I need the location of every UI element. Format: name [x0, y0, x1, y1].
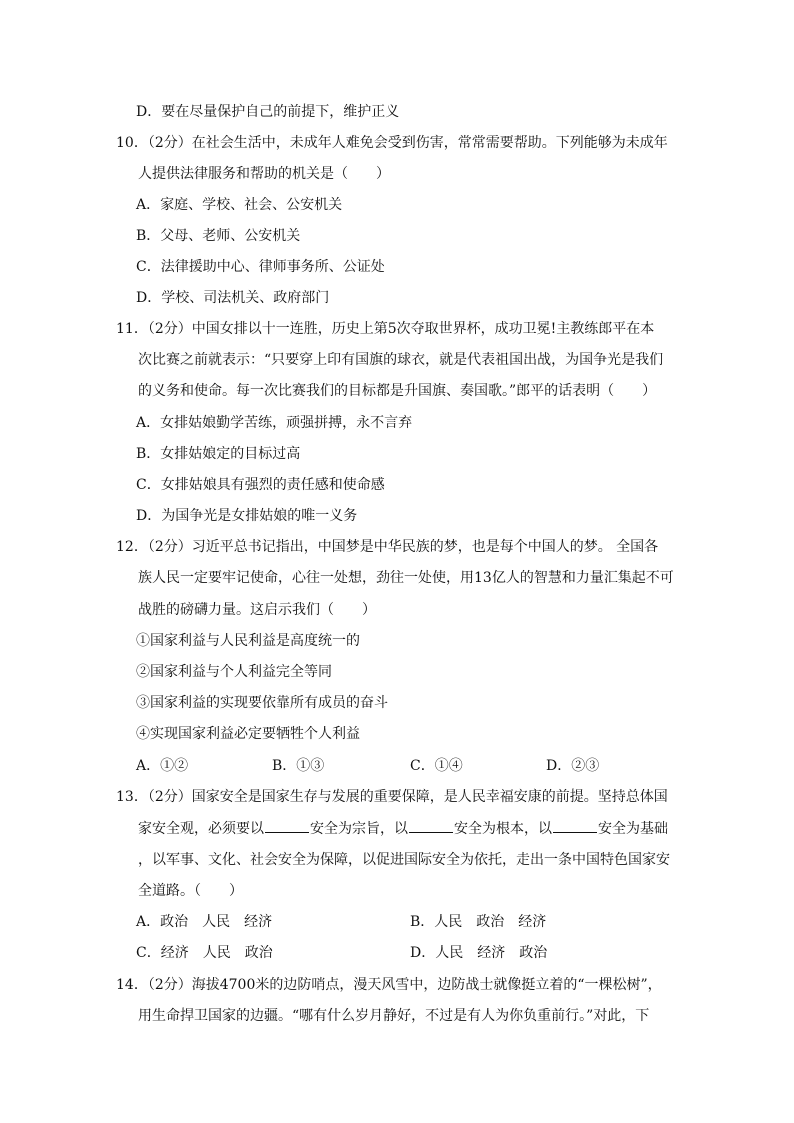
q11-option-a: A．女排姑娘勤学苦练，顽强拼搏，永不言弃 [136, 415, 413, 431]
q11-option-b: B．女排姑娘定的目标过高 [136, 446, 301, 462]
answer-blank-2 [409, 818, 453, 833]
q12-statement-2: ②国家利益与个人利益完全等同 [136, 664, 332, 680]
q13-option-c: C．经济 人民 政治 [136, 945, 273, 961]
q10-option-a: A．家庭、学校、社会、公安机关 [136, 197, 343, 213]
q10-option-c: C．法律援助中心、律师事务所、公证处 [136, 259, 385, 275]
q12-stem-line3: 战胜的磅礴力量。这启示我们（ ） [138, 602, 376, 618]
q12-option-b: B．①③ [272, 758, 325, 774]
q13-stem-line2 [138, 818, 668, 838]
q13-stem-line1: 13．（2分）国家安全是国家生存与发展的重要保障，是人民幸福安康的前提。坚持总体国 [116, 789, 668, 805]
q13-option-d: D．人民 经济 政治 [410, 945, 548, 961]
q10-stem-line1: 10．（2分）在社会生活中，未成年人难免会受到伤害，常常需要帮助。下列能够为未成年 [116, 135, 668, 151]
q11-stem-line3: 的义务和使命。每一次比赛我们的目标都是升国旗、奏国歌。”郎平的话表明（ ） [138, 383, 657, 399]
answer-blank-3 [553, 818, 597, 833]
q11-stem-line1: 11．（2分）中国女排以十一连胜，历史上第5次夺取世界杯，成功卫冕!主教练郎平在本 [116, 321, 655, 337]
q14-stem-line1: 14．（2分）海拔4700米的边防哨点，漫天风雪中，边防战士就像挺立着的“一棵松树”， [116, 977, 662, 993]
q13-line2-part-c: 安全为根本，以 [454, 821, 552, 837]
q9-option-d: D．要在尽量保护自己的前提下，维护正义 [136, 104, 400, 120]
q13-stem-line4: 全道路。（ ） [138, 883, 243, 899]
q13-line2-part-d: 安全为基础 [598, 821, 668, 837]
q13-line2-part-a: 家安全观，必须要以 [138, 821, 264, 837]
q12-statement-1: ①国家利益与人民利益是高度统一的 [136, 633, 360, 649]
q13-option-b: B．人民 政治 经济 [410, 914, 547, 930]
q12-statement-4: ④实现国家利益必定要牺牲个人利益 [136, 726, 360, 742]
q11-stem-line2: 次比赛之前就表示：“只要穿上印有国旗的球衣，就是代表祖国出战，为国争光是我们 [138, 352, 664, 368]
q12-stem-line2: 族人民一定要牢记使命，心往一处想，劲往一处使，用13亿人的智慧和力量汇集起不可 [138, 570, 674, 586]
q12-option-a: A．①② [136, 758, 189, 774]
q10-stem-line2: 人提供法律服务和帮助的机关是（ ） [138, 166, 390, 182]
answer-blank-1 [265, 818, 309, 833]
q13-option-a: A．政治 人民 经济 [136, 914, 273, 930]
q14-stem-line2: 用生命捍卫国家的边疆。“哪有什么岁月静好，不过是有人为你负重前行。”对此，下 [138, 1008, 650, 1024]
q10-option-d: D．学校、司法机关、政府部门 [136, 290, 330, 306]
q13-line2-part-b: 安全为宗旨，以 [310, 821, 408, 837]
q12-option-c: C．①④ [410, 758, 463, 774]
q11-option-d: D．为国争光是女排姑娘的唯一义务 [136, 508, 358, 524]
q12-option-d: D．②③ [546, 758, 600, 774]
q11-option-c: C．女排姑娘具有强烈的责任感和使命感 [136, 477, 385, 493]
q12-stem-line1: 12．（2分）习近平总书记指出，中国梦是中华民族的梦，也是每个中国人的梦。 全国各 [116, 539, 659, 555]
q12-statement-3: ③国家利益的实现要依靠所有成员的奋斗 [136, 695, 388, 711]
q10-option-b: B．父母、老师、公安机关 [136, 228, 301, 244]
q13-stem-line3: ，以军事、文化、社会安全为保障，以促进国际安全为依托，走出一条中国特色国家安 [138, 852, 670, 868]
